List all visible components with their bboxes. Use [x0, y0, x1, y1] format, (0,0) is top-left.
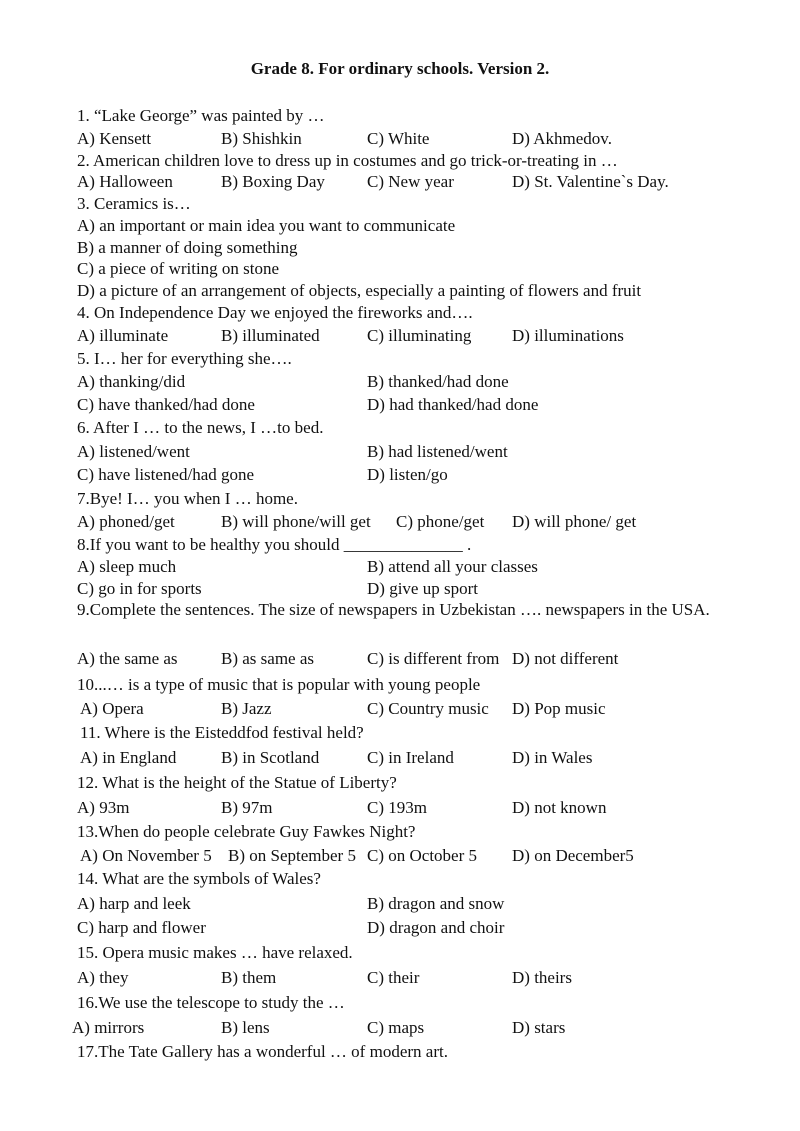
option-d: D) St. Valentine`s Day.	[512, 172, 669, 191]
page-title: Grade 8. For ordinary schools. Version 2.	[250, 59, 550, 78]
option-b: B) in Scotland	[221, 748, 320, 767]
option-c: C) phone/get	[396, 512, 485, 531]
question-7	[0, 487, 800, 510]
options-row	[0, 577, 800, 600]
options-row	[0, 463, 800, 486]
option-c: C) Country music	[367, 699, 489, 718]
option-c: C) have listened/had gone	[77, 465, 255, 484]
question-text: 2. American children love to dress up in costumes and go trick-or-treating in …	[77, 151, 618, 170]
option-a: A) listened/went	[77, 442, 190, 461]
option-d: D) not known	[512, 798, 607, 817]
question-text: 10...… is a type of music that is popular with young people	[77, 675, 481, 694]
options-row	[0, 844, 800, 867]
option-c: C) a piece of writing on stone	[77, 259, 280, 278]
option-d: D) a picture of an arrangement of objects, especially a painting of flowers and fruit	[77, 281, 642, 300]
option-c: C) New year	[367, 172, 454, 191]
option-row	[0, 257, 800, 280]
option-c: C) harp and flower	[77, 918, 206, 937]
question-13	[0, 820, 800, 843]
option-b: B) will phone/will get	[221, 512, 371, 531]
option-a: A) thanking/did	[77, 372, 186, 391]
option-d: D) give up sport	[367, 579, 478, 598]
question-text: 15. Opera music makes … have relaxed.	[77, 943, 353, 962]
option-a: A) mirrors	[72, 1018, 145, 1037]
option-b: B) lens	[221, 1018, 270, 1037]
option-b: B) on September 5	[228, 846, 356, 865]
option-b: B) Jazz	[221, 699, 272, 718]
option-b: B) 97m	[221, 798, 273, 817]
question-5	[0, 347, 800, 370]
question-text: 3. Ceramics is…	[77, 194, 191, 213]
option-d: D) had thanked/had done	[367, 395, 539, 414]
option-c: C) maps	[367, 1018, 425, 1037]
option-d: D) Pop music	[512, 699, 606, 718]
option-c: C) 193m	[367, 798, 427, 817]
option-a: A) Halloween	[77, 172, 173, 191]
question-2	[0, 149, 800, 172]
options-row	[0, 966, 800, 989]
option-b: B) dragon and snow	[367, 894, 505, 913]
question-11	[0, 721, 800, 744]
options-row	[0, 697, 800, 720]
options-row	[0, 440, 800, 463]
question-6	[0, 416, 800, 439]
question-text: 7.Bye! I… you when I … home.	[77, 489, 298, 508]
option-a: A) Kensett	[77, 129, 152, 148]
option-c: C) illuminating	[367, 326, 472, 345]
options-row	[0, 746, 800, 769]
options-row	[0, 510, 800, 533]
option-a: A) harp and leek	[77, 894, 191, 913]
question-4	[0, 301, 800, 324]
option-c: C) is different from	[367, 649, 500, 668]
question-text: 11. Where is the Eisteddfod festival held?	[80, 723, 364, 742]
option-d: D) on December5	[512, 846, 634, 865]
options-row	[0, 324, 800, 347]
option-c: C) go in for sports	[77, 579, 202, 598]
option-d: D) theirs	[512, 968, 572, 987]
options-row	[0, 127, 800, 150]
option-c: C) their	[367, 968, 420, 987]
question-text: 13.When do people celebrate Guy Fawkes Night?	[77, 822, 416, 841]
option-a: A) an important or main idea you want to communicate	[77, 216, 456, 235]
option-a: A) phoned/get	[77, 512, 175, 531]
option-row	[0, 214, 800, 237]
option-c: C) on October 5	[367, 846, 478, 865]
question-12	[0, 771, 800, 794]
option-d: D) Akhmedov.	[512, 129, 612, 148]
question-text: 8.If you want to be healthy you should ______________ .	[77, 535, 472, 554]
option-c: C) in Ireland	[367, 748, 454, 767]
question-16	[0, 991, 800, 1014]
option-row	[0, 236, 800, 259]
option-c: C) White	[367, 129, 430, 148]
options-row	[0, 555, 800, 578]
question-14	[0, 867, 800, 890]
question-text: 5. I… her for everything she….	[77, 349, 292, 368]
option-d: D) will phone/ get	[512, 512, 637, 531]
option-a: A) 93m	[77, 798, 130, 817]
question-text: 14. What are the symbols of Wales?	[77, 869, 321, 888]
option-a: A) the same as	[77, 649, 178, 668]
question-text: 16.We use the telescope to study the …	[77, 993, 345, 1012]
question-text: 9.Complete the sentences. The size of newspapers in Uzbekistan …. newspapers in the USA.	[77, 600, 710, 619]
options-row	[0, 892, 800, 915]
question-9	[0, 598, 800, 646]
option-b: B) as same as	[221, 649, 315, 668]
option-a: A) in England	[80, 748, 177, 767]
option-b: B) illuminated	[221, 326, 320, 345]
option-d: D) in Wales	[512, 748, 593, 767]
option-b: B) had listened/went	[367, 442, 508, 461]
question-text: 12. What is the height of the Statue of Liberty?	[77, 773, 397, 792]
option-a: A) Opera	[80, 699, 144, 718]
option-d: D) not different	[512, 649, 619, 668]
option-a: A) illuminate	[77, 326, 169, 345]
option-b: B) thanked/had done	[367, 372, 509, 391]
question-text: 1. “Lake George” was painted by …	[77, 106, 325, 125]
question-text: 17.The Tate Gallery has a wonderful … of modern art.	[77, 1042, 448, 1061]
question-text: 6. After I … to the news, I …to bed.	[77, 418, 324, 437]
options-row	[0, 796, 800, 819]
options-row	[0, 647, 800, 670]
option-d: D) listen/go	[367, 465, 448, 484]
options-row	[0, 916, 800, 939]
options-row	[0, 370, 800, 393]
option-d: D) illuminations	[512, 326, 624, 345]
option-b: B) Shishkin	[221, 129, 302, 148]
option-d: D) dragon and choir	[367, 918, 505, 937]
option-a: A) sleep much	[77, 557, 177, 576]
options-row	[0, 393, 800, 416]
option-a: A) they	[77, 968, 129, 987]
question-17	[0, 1040, 800, 1063]
option-row	[0, 279, 800, 302]
question-15	[0, 941, 800, 964]
option-b: B) Boxing Day	[221, 172, 325, 191]
question-10	[0, 673, 800, 696]
option-c: C) have thanked/had done	[77, 395, 255, 414]
question-3	[0, 192, 800, 215]
options-row	[0, 1016, 800, 1039]
question-8	[0, 533, 800, 556]
option-d: D) stars	[512, 1018, 566, 1037]
question-text: 4. On Independence Day we enjoyed the fireworks and….	[77, 303, 473, 322]
options-row	[0, 170, 800, 193]
question-1	[0, 104, 800, 127]
option-a: A) On November 5	[80, 846, 212, 865]
option-b: B) them	[221, 968, 277, 987]
option-b: B) attend all your classes	[367, 557, 538, 576]
option-b: B) a manner of doing something	[77, 238, 298, 257]
